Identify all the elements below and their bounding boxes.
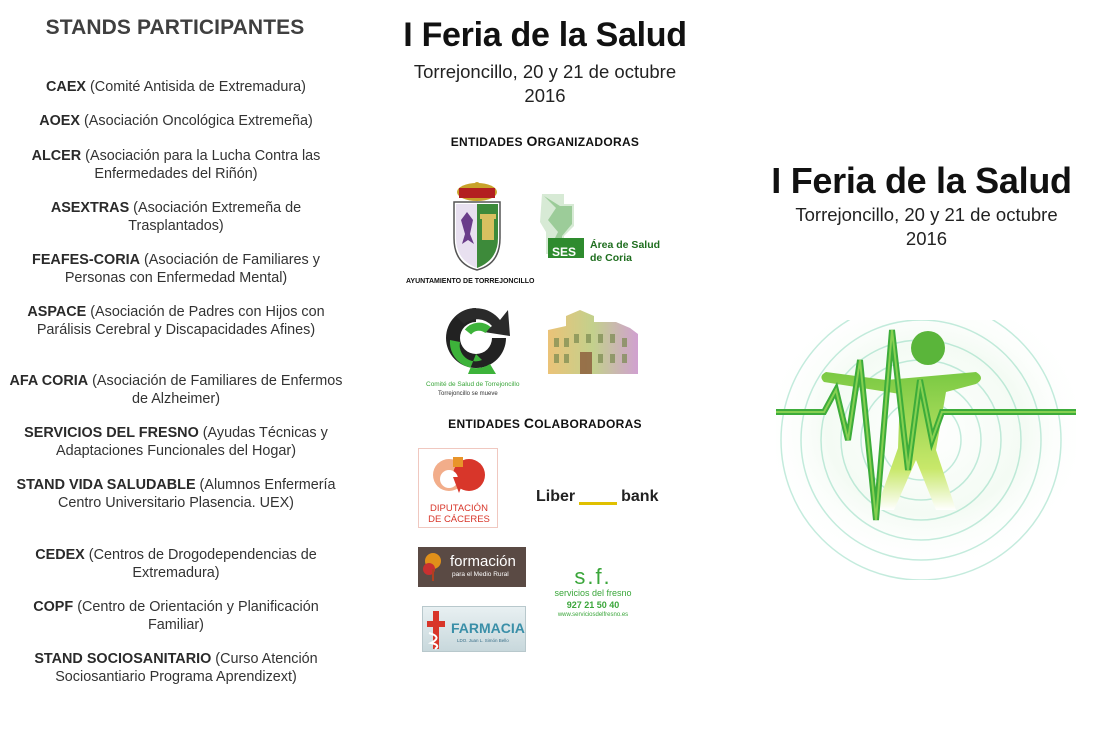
diputacion-line1: DIPUTACIÓN	[430, 503, 488, 514]
collaborators-heading-part: ENTIDADES	[448, 417, 524, 431]
stands-heading: STANDS PARTICIPANTES	[45, 16, 305, 39]
stand-name: FEAFES-CORIA	[32, 252, 140, 268]
fresno-logo-text: s.f.	[574, 564, 612, 589]
comite-caption: Comité de Salud de Torrejoncillo	[426, 381, 520, 388]
cover-column	[740, 0, 1103, 747]
stand-item	[8, 650, 344, 686]
ses-area-line1: Área de Salud	[590, 239, 661, 251]
stand-item	[8, 199, 344, 235]
ayuntamiento-coat-of-arms-logo	[446, 180, 508, 272]
tree-icon	[422, 551, 444, 583]
cover-year: 2016	[905, 228, 948, 249]
stand-name: AFA CORIA	[9, 373, 89, 389]
stand-desc: (Asociación de Familiares y Personas con Enfermedad Mental)	[64, 252, 320, 286]
liberbank-logo	[536, 488, 658, 508]
diputacion-line2: DE CÁCERES	[428, 514, 490, 525]
farmacia-cross-icon	[425, 609, 447, 651]
stand-name: SERVICIOS DEL FRESNO	[24, 425, 199, 441]
stand-name: STAND SOCIOSANITARIO	[34, 651, 212, 667]
organizers-heading-part: O	[526, 133, 538, 149]
collaborators-heading-part: OLABORADORAS	[534, 417, 642, 431]
event-year: 2016	[524, 85, 566, 106]
stand-item	[8, 424, 344, 460]
farmacia-logo	[422, 606, 526, 652]
stand-name: AOEX	[39, 113, 81, 129]
liberbank-text-a: Liber	[536, 488, 576, 505]
farmacia-text: FARMACIA	[451, 620, 525, 636]
stand-name: ASEXTRAS	[50, 200, 130, 216]
stand-name: ASPACE	[27, 304, 87, 320]
historic-building-illustration	[546, 304, 640, 376]
liberbank-bar	[579, 502, 617, 505]
stand-item	[8, 112, 344, 130]
stand-item	[8, 303, 344, 339]
stand-item	[8, 598, 344, 634]
stand-name: ALCER	[31, 148, 82, 164]
fresno-name: servicios del fresno	[554, 588, 632, 598]
diputacion-caceres-logo	[418, 448, 498, 528]
stand-item	[8, 147, 344, 183]
organizers-heading-part: ENTIDADES	[450, 135, 527, 149]
stand-name: CAEX	[46, 79, 87, 95]
cover-date	[740, 203, 1103, 251]
stand-item	[8, 372, 344, 408]
stand-desc: (Centros de Drogodependencias de Extremadura)	[84, 547, 317, 581]
entities-column	[372, 0, 718, 747]
stand-desc: (Asociación Extremeña de Trasplantados)	[128, 200, 302, 234]
stand-desc: (Ayudas Técnicas y Adaptaciones Funcionales del Hogar)	[56, 425, 328, 459]
event-title: I Feria de la Salud	[403, 16, 687, 54]
stand-item	[8, 251, 344, 287]
event-date	[372, 60, 718, 108]
collaborators-heading-part: C	[523, 415, 535, 431]
comite-salud-recycle-logo	[438, 302, 514, 378]
farmacia-owner: LDO. Juan L. Simón Bello	[457, 638, 509, 643]
stands-column	[0, 0, 352, 747]
stand-name: STAND VIDA SALUDABLE	[16, 477, 196, 493]
stand-item	[8, 546, 344, 582]
stand-desc: (Asociación de Padres con Hijos con Parálisis Cerebral y Discapacidades Afines)	[36, 304, 325, 338]
formacion-medio-rural-logo	[418, 547, 526, 587]
formacion-text: formación	[450, 553, 516, 570]
collaborators-heading	[372, 415, 718, 431]
stand-name: CEDEX	[35, 547, 85, 563]
stand-desc: (Asociación Oncológica Extremeña)	[80, 113, 313, 129]
stand-item	[8, 78, 344, 96]
stand-desc: (Asociación para la Lucha Contra las Enfermedades del Riñón)	[81, 148, 321, 182]
health-heartbeat-figure-illustration	[776, 320, 1076, 580]
liberbank-text-b: bank	[621, 488, 659, 505]
organizers-heading-part: RGANIZADORAS	[537, 135, 640, 149]
fresno-phone: 927 21 50 40	[566, 600, 620, 610]
stand-desc: (Asociación de Familiares de Enfermos de Alzheimer)	[88, 373, 343, 407]
stand-desc: (Comité Antisida de Extremadura)	[86, 79, 306, 95]
stand-name: COPF	[33, 599, 74, 615]
event-date-line1: Torrejoncillo, 20 y 21 de octubre	[413, 61, 677, 82]
cover-date-line1: Torrejoncillo, 20 y 21 de octubre	[795, 204, 1058, 225]
ses-area-line2: de Coria	[590, 252, 633, 264]
cover-title: I Feria de la Salud	[771, 160, 1072, 201]
fresno-web: www.serviciosdelfresno.es	[557, 612, 629, 618]
organizers-heading	[372, 133, 718, 149]
servicios-fresno-logo	[548, 566, 638, 626]
diputacion-text	[419, 503, 499, 525]
stand-desc: (Curso Atención Sociosantiario Programa Aprendizext)	[55, 651, 318, 685]
ses-text: SES	[552, 245, 577, 259]
stand-desc: (Alumnos Enfermería Centro Universitario Plasencia. UEX)	[58, 477, 336, 511]
diputacion-emblem-icon	[419, 449, 499, 501]
ayuntamiento-caption: AYUNTAMIENTO DE TORREJONCILLO	[406, 278, 535, 285]
stand-desc: (Centro de Orientación y Planificación Familiar)	[73, 599, 319, 633]
comite-tagline: Torrejoncillo se mueve	[438, 391, 498, 397]
stand-item	[8, 476, 344, 512]
formacion-subtext: para el Medio Rural	[452, 571, 509, 578]
